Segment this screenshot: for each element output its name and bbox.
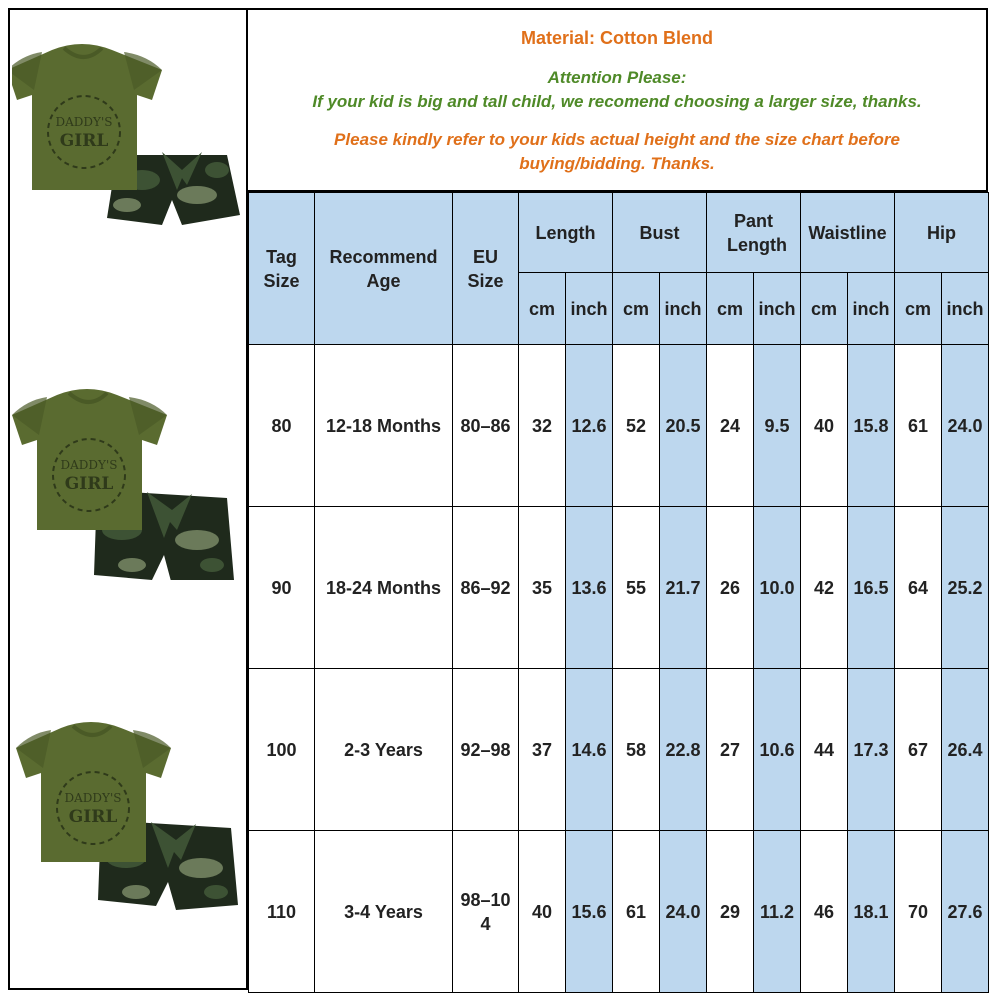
shirt-print-line1: DADDY'S (64, 791, 122, 805)
outfit-illustration (12, 30, 242, 230)
cell-hip-cm: 61 (895, 345, 942, 507)
cell-eu-size: 80–86 (453, 345, 519, 507)
cell-length-cm: 35 (519, 507, 566, 669)
cell-pant-inch: 9.5 (754, 345, 801, 507)
unit-header-cm: cm (707, 273, 754, 345)
attention-title: Attention Please: (547, 68, 687, 87)
cell-pant-inch: 11.2 (754, 831, 801, 993)
cell-hip-inch: 25.2 (942, 507, 989, 669)
unit-header-cm: cm (519, 273, 566, 345)
cell-pant-cm: 24 (707, 345, 754, 507)
cell-bust-inch: 21.7 (660, 507, 707, 669)
unit-header-cm: cm (895, 273, 942, 345)
cell-bust-cm: 61 (613, 831, 660, 993)
col-header-tag-size: Tag Size (249, 193, 315, 345)
material-text: Material: Cotton Blend (521, 28, 713, 48)
shirt-print-line1: DADDY'S (55, 115, 113, 129)
col-header-eu-size: EU Size (453, 193, 519, 345)
cell-bust-inch: 20.5 (660, 345, 707, 507)
outfit-illustration (12, 380, 242, 580)
cell-waist-cm: 40 (801, 345, 848, 507)
cell-age: 18-24 Months (315, 507, 453, 669)
cell-eu-size: 98–104 (453, 831, 519, 993)
cell-age: 3-4 Years (315, 831, 453, 993)
cell-bust-inch: 22.8 (660, 669, 707, 831)
col-header-bust: Bust (613, 193, 707, 273)
cell-tag-size: 80 (249, 345, 315, 507)
unit-header-inch: inch (848, 273, 895, 345)
cell-bust-cm: 52 (613, 345, 660, 507)
cell-pant-inch: 10.0 (754, 507, 801, 669)
product-image (12, 30, 242, 230)
table-row (249, 507, 989, 669)
unit-header-inch: inch (942, 273, 989, 345)
unit-header-inch: inch (660, 273, 707, 345)
size-chart-header (248, 10, 986, 192)
cell-hip-cm: 67 (895, 669, 942, 831)
col-header-pant-length: Pant Length (707, 193, 801, 273)
refer-text-line1: Please kindly refer to your kids actual height and the size chart before (334, 130, 900, 149)
col-header-length: Length (519, 193, 613, 273)
cell-pant-cm: 29 (707, 831, 754, 993)
refer-text-line2: buying/bidding. Thanks. (519, 154, 715, 173)
cell-length-inch: 13.6 (566, 507, 613, 669)
col-header-recommend-age: Recommend Age (315, 193, 453, 345)
cell-bust-cm: 58 (613, 669, 660, 831)
attention-body: If your kid is big and tall child, we recomend choosing a larger size, thanks. (312, 92, 922, 111)
product-photo-column (10, 10, 248, 988)
product-image (16, 710, 246, 910)
cell-bust-cm: 55 (613, 507, 660, 669)
cell-waist-inch: 17.3 (848, 669, 895, 831)
cell-tag-size: 100 (249, 669, 315, 831)
unit-header-cm: cm (801, 273, 848, 345)
cell-age: 12-18 Months (315, 345, 453, 507)
shirt-print-line2: GIRL (59, 131, 109, 151)
cell-waist-inch: 16.5 (848, 507, 895, 669)
table-row (249, 345, 989, 507)
cell-hip-inch: 27.6 (942, 831, 989, 993)
cell-hip-inch: 26.4 (942, 669, 989, 831)
cell-tag-size: 90 (249, 507, 315, 669)
outfit-illustration (16, 710, 246, 910)
unit-header-inch: inch (754, 273, 801, 345)
shirt-print-line2: GIRL (68, 807, 118, 827)
shirt-print-line1: DADDY'S (60, 458, 118, 472)
cell-length-inch: 12.6 (566, 345, 613, 507)
cell-eu-size: 92–98 (453, 669, 519, 831)
cell-length-cm: 37 (519, 669, 566, 831)
cell-waist-cm: 42 (801, 507, 848, 669)
cell-tag-size: 110 (249, 831, 315, 993)
product-image (12, 380, 242, 580)
cell-hip-cm: 70 (895, 831, 942, 993)
cell-eu-size: 86–92 (453, 507, 519, 669)
cell-pant-cm: 27 (707, 669, 754, 831)
table-row (249, 831, 989, 993)
cell-hip-cm: 64 (895, 507, 942, 669)
cell-length-inch: 15.6 (566, 831, 613, 993)
cell-bust-inch: 24.0 (660, 831, 707, 993)
cell-waist-cm: 44 (801, 669, 848, 831)
cell-length-cm: 40 (519, 831, 566, 993)
unit-header-inch: inch (566, 273, 613, 345)
table-row (249, 669, 989, 831)
cell-age: 2-3 Years (315, 669, 453, 831)
unit-header-cm: cm (613, 273, 660, 345)
cell-hip-inch: 24.0 (942, 345, 989, 507)
col-header-hip: Hip (895, 193, 989, 273)
cell-pant-cm: 26 (707, 507, 754, 669)
cell-pant-inch: 10.6 (754, 669, 801, 831)
cell-length-cm: 32 (519, 345, 566, 507)
size-chart-frame (8, 8, 988, 990)
cell-waist-cm: 46 (801, 831, 848, 993)
shirt-print-line2: GIRL (64, 474, 114, 494)
cell-length-inch: 14.6 (566, 669, 613, 831)
size-table (248, 192, 989, 993)
col-header-waistline: Waistline (801, 193, 895, 273)
cell-waist-inch: 18.1 (848, 831, 895, 993)
cell-waist-inch: 15.8 (848, 345, 895, 507)
